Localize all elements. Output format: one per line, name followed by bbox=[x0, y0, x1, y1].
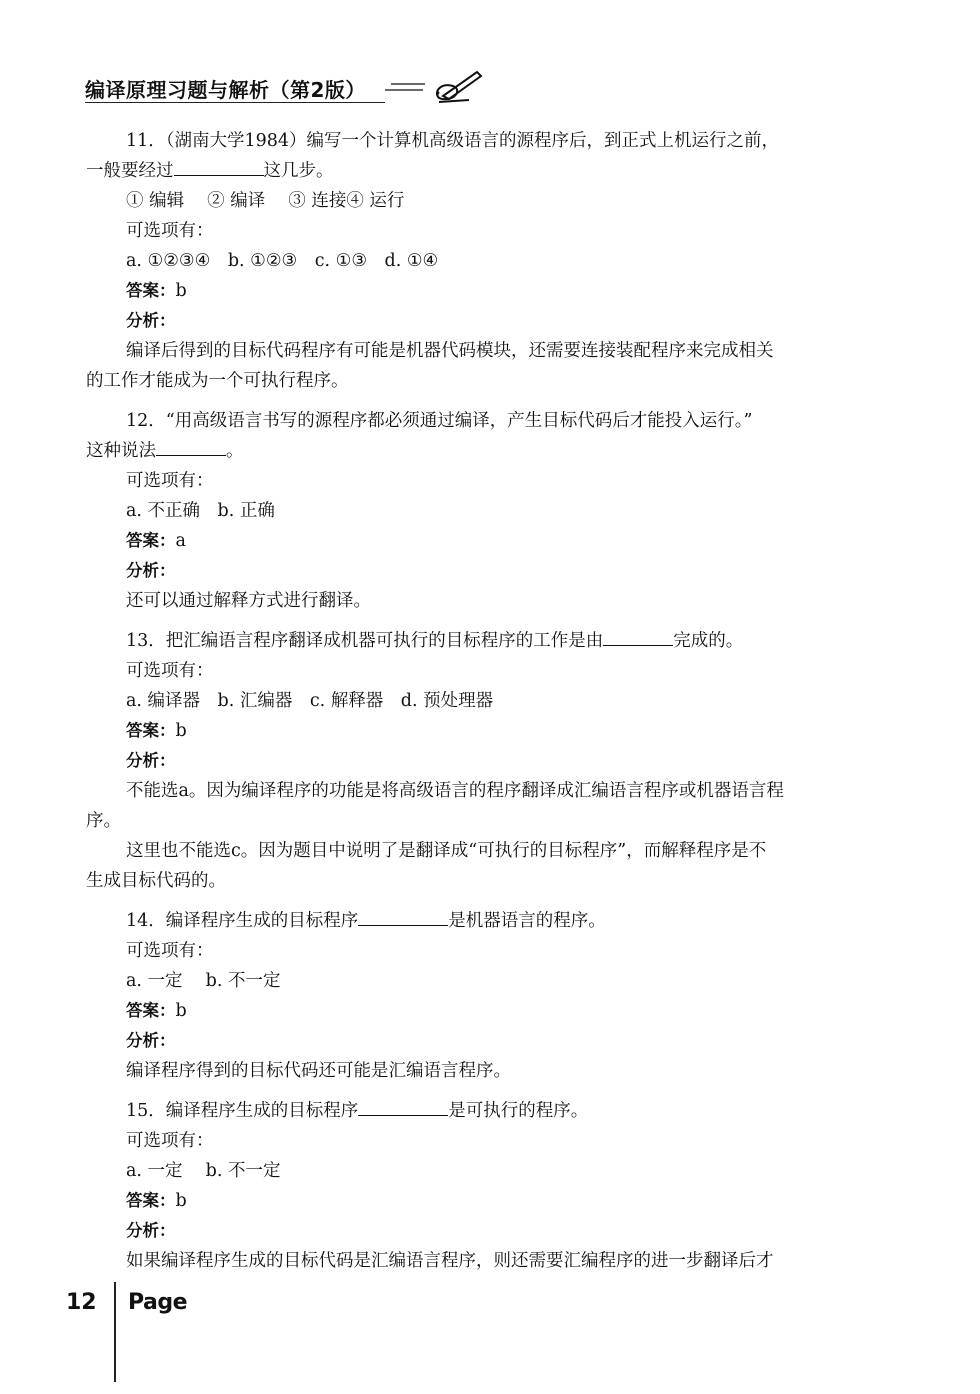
answer-line bbox=[86, 716, 881, 746]
stem-text: 完成的。 bbox=[673, 631, 744, 651]
answer-blank bbox=[603, 627, 673, 646]
options-list: a. 编译器 b. 汇编器 c. 解释器 d. 预处理器 bbox=[126, 691, 494, 711]
question-stem-continued bbox=[86, 156, 881, 186]
analysis-paragraph bbox=[86, 836, 881, 896]
answer-value: b bbox=[175, 1191, 187, 1211]
analysis-line: 不能选a。因为编译程序的功能是将高级语言的程序翻译成汇编语言程序或机器语言程 bbox=[126, 781, 784, 801]
analysis-label: 分析： bbox=[126, 751, 176, 770]
question-stem: 11．（湖南大学1984）编写一个计算机高级语言的源程序后，到正式上机运行之前， bbox=[126, 131, 780, 151]
answer-line bbox=[86, 1186, 881, 1216]
stem-text: 这几步。 bbox=[263, 161, 334, 181]
page-content bbox=[86, 126, 881, 1282]
analysis-label: 分析： bbox=[126, 311, 176, 330]
stem-text: 15．编译程序生成的目标程序 bbox=[126, 1101, 359, 1121]
analysis-paragraph bbox=[86, 776, 881, 836]
answer-label: 答案： bbox=[126, 1001, 176, 1020]
analysis-label: 分析： bbox=[126, 1221, 176, 1240]
analysis-line: 编译后得到的目标代码程序有可能是机器代码模块，还需要连接装配程序来完成相关 bbox=[126, 341, 774, 361]
book-title: 编译原理习题与解析（第2版） bbox=[85, 78, 366, 102]
question-stem: 12．“用高级语言书写的源程序都必须通过编译，产生目标代码后才能投入运行。” bbox=[126, 411, 753, 431]
options-list: a. ①②③④ b. ①②③ c. ①③ d. ①④ bbox=[126, 251, 439, 271]
answer-label: 答案： bbox=[126, 1191, 176, 1210]
stem-text: 13．把汇编语言程序翻译成机器可执行的目标程序的工作是由 bbox=[126, 631, 604, 651]
analysis-line: 生成目标代码的。 bbox=[86, 871, 226, 891]
question-11 bbox=[86, 126, 881, 396]
answer-line bbox=[86, 276, 881, 306]
question-stem-continued bbox=[86, 436, 881, 466]
page-number: 12 bbox=[66, 1290, 97, 1315]
answer-label: 答案： bbox=[126, 531, 176, 550]
running-header bbox=[85, 66, 505, 106]
analysis-label: 分析： bbox=[126, 561, 176, 580]
analysis-text: 还可以通过解释方式进行翻译。 bbox=[126, 591, 371, 611]
footer-divider bbox=[114, 1282, 116, 1382]
step-list: ① 编辑 ② 编译 ③ 连接④ 运行 bbox=[126, 191, 405, 211]
question-stem bbox=[86, 626, 881, 656]
pen-writing-icon bbox=[381, 66, 491, 106]
answer-line bbox=[86, 996, 881, 1026]
analysis-line: 这里也不能选c。因为题目中说明了是翻译成“可执行的目标程序”，而解释程序是不 bbox=[126, 841, 767, 861]
analysis-text: 如果编译程序生成的目标代码是汇编语言程序，则还需要汇编程序的进一步翻译后才 bbox=[126, 1251, 774, 1271]
analysis-text: 编译程序得到的目标代码还可能是汇编语言程序。 bbox=[126, 1061, 511, 1081]
options-label: 可选项有： bbox=[126, 221, 214, 241]
question-15 bbox=[86, 1096, 881, 1276]
analysis-line: 的工作才能成为一个可执行程序。 bbox=[86, 371, 349, 391]
answer-blank bbox=[156, 437, 226, 456]
answer-label: 答案： bbox=[126, 281, 176, 300]
answer-value: b bbox=[175, 1001, 187, 1021]
page-label: Page bbox=[128, 1290, 188, 1315]
answer-line bbox=[86, 526, 881, 556]
page-footer bbox=[0, 1282, 980, 1394]
stem-text: 一般要经过 bbox=[86, 161, 174, 181]
answer-label: 答案： bbox=[126, 721, 176, 740]
options-label: 可选项有： bbox=[126, 661, 214, 681]
analysis-line: 序。 bbox=[86, 811, 121, 831]
answer-value: b bbox=[175, 281, 187, 301]
question-12 bbox=[86, 406, 881, 616]
stem-text: 14．编译程序生成的目标程序 bbox=[126, 911, 359, 931]
answer-value: a bbox=[175, 531, 186, 551]
stem-text: 是可执行的程序。 bbox=[448, 1101, 589, 1121]
stem-text: 是机器语言的程序。 bbox=[448, 911, 606, 931]
options-list: a. 一定 b. 不一定 bbox=[126, 1161, 281, 1181]
analysis-text bbox=[86, 336, 881, 396]
question-stem bbox=[86, 1096, 881, 1126]
options-list: a. 一定 b. 不一定 bbox=[126, 971, 281, 991]
answer-blank bbox=[358, 907, 448, 926]
options-list: a. 不正确 b. 正确 bbox=[126, 501, 275, 521]
options-label: 可选项有： bbox=[126, 1131, 214, 1151]
answer-blank bbox=[358, 1097, 448, 1116]
stem-text: 这种说法 bbox=[86, 441, 156, 461]
question-14 bbox=[86, 906, 881, 1086]
header-rule bbox=[85, 102, 385, 103]
options-label: 可选项有： bbox=[126, 941, 214, 961]
question-13 bbox=[86, 626, 881, 896]
question-stem bbox=[86, 906, 881, 936]
stem-text: 。 bbox=[226, 441, 244, 461]
analysis-label: 分析： bbox=[126, 1031, 176, 1050]
answer-blank bbox=[174, 157, 264, 176]
answer-value: b bbox=[175, 721, 187, 741]
options-label: 可选项有： bbox=[126, 471, 214, 491]
